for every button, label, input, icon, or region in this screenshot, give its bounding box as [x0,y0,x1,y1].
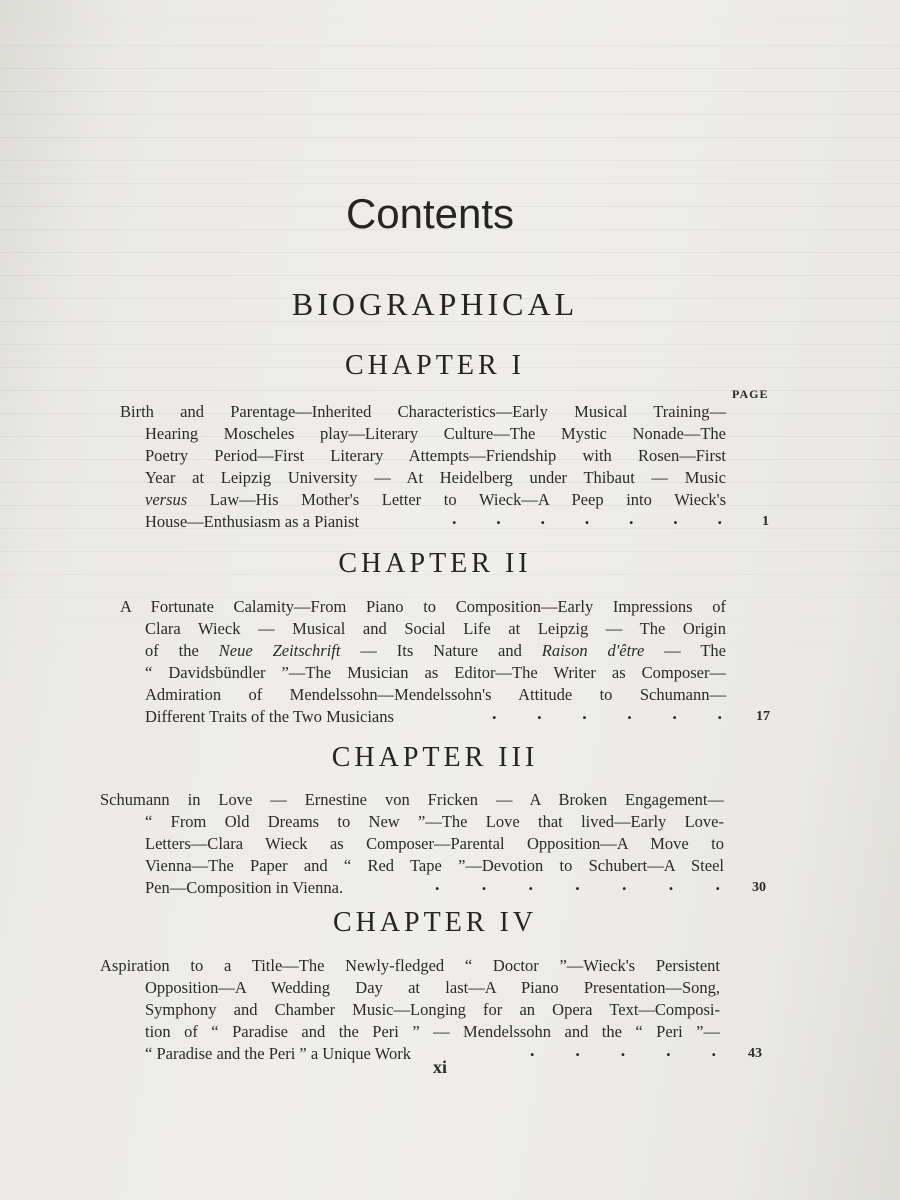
toc-line: Different Traits of the Two Musicians [145,707,394,726]
chapter-title: CHAPTER IV [332,907,538,938]
toc-line: Aspiration to a Title—The Newly-fledged “ Doctor ”—Wieck's Persistent [100,956,720,975]
page-number: 30 [752,880,766,895]
toc-line: of the Neue Zeitschrift — Its Nature and Raison d'être — The [145,641,727,660]
toc-line: Letters—Clara Wieck as Composer—Parental Opposition—A Move to [145,834,724,853]
toc-line: Pen—Composition in Vienna. [145,878,344,897]
toc-line: “ Davidsbündler ”—The Musician as Editor—The Writer as Composer— [145,663,726,682]
toc-line: Admiration of Mendelssohn—Mendelssohn's Attitude to Schumann— [145,685,726,704]
section-title: BIOGRAPHICAL [291,286,579,322]
dot-leader: . . . . . . [492,703,722,723]
dot-leader: . . . . . . . [435,874,720,894]
toc-line: tion of “ Paradise and the Peri ” — Mendelssohn and the “ Peri ”— [145,1022,720,1041]
toc-line: “ Paradise and the Peri ” a Unique Work [145,1044,411,1063]
page-number: 17 [756,709,770,724]
toc-line: Hearing Moscheles play—Literary Culture—The Mystic Nonade—The [145,424,726,443]
dot-leader: . . . . . [530,1040,716,1060]
toc-line: Symphony and Chamber Music—Longing for an Opera Text—Composi- [145,1000,720,1019]
toc-line: House—Enthusiasm as a Pianist [145,512,360,531]
toc-line: versus Law—His Mother's Letter to Wieck—A Peep into Wieck's [145,490,726,509]
dot-leader: . . . . . . . [452,508,722,528]
chapter-title: CHAPTER III [331,742,539,773]
toc-line: Opposition—A Wedding Day at last—A Piano Presentation—Song, [145,978,720,997]
contents-title: Contents [345,190,515,237]
toc-line: “ From Old Dreams to New ”—The Love that lived—Early Love- [145,812,724,831]
toc-line: Birth and Parentage—Inherited Characteristics—Early Musical Training— [120,402,726,421]
page-column-label: PAGE [732,387,769,401]
page-number: 1 [762,514,769,529]
toc-line: Year at Leipzig University — At Heidelberg under Thibaut — Music [145,468,726,487]
toc-line: A Fortunate Calamity—From Piano to Composition—Early Impressions of [120,597,726,616]
toc-line: Poetry Period—First Literary Attempts—Friendship with Rosen—First [145,446,726,465]
toc-line: Clara Wieck — Musical and Social Life at Leipzig — The Origin [145,619,726,638]
page-number: 43 [748,1046,762,1061]
page-folio: xi [432,1057,447,1077]
chapter-title: CHAPTER I [345,350,525,381]
toc-line: Schumann in Love — Ernestine von Fricken — A Broken Engagement— [100,790,724,809]
toc-line: Vienna—The Paper and “ Red Tape ”—Devotion to Schubert—A Steel [145,856,724,875]
chapter-title: CHAPTER II [338,548,532,579]
